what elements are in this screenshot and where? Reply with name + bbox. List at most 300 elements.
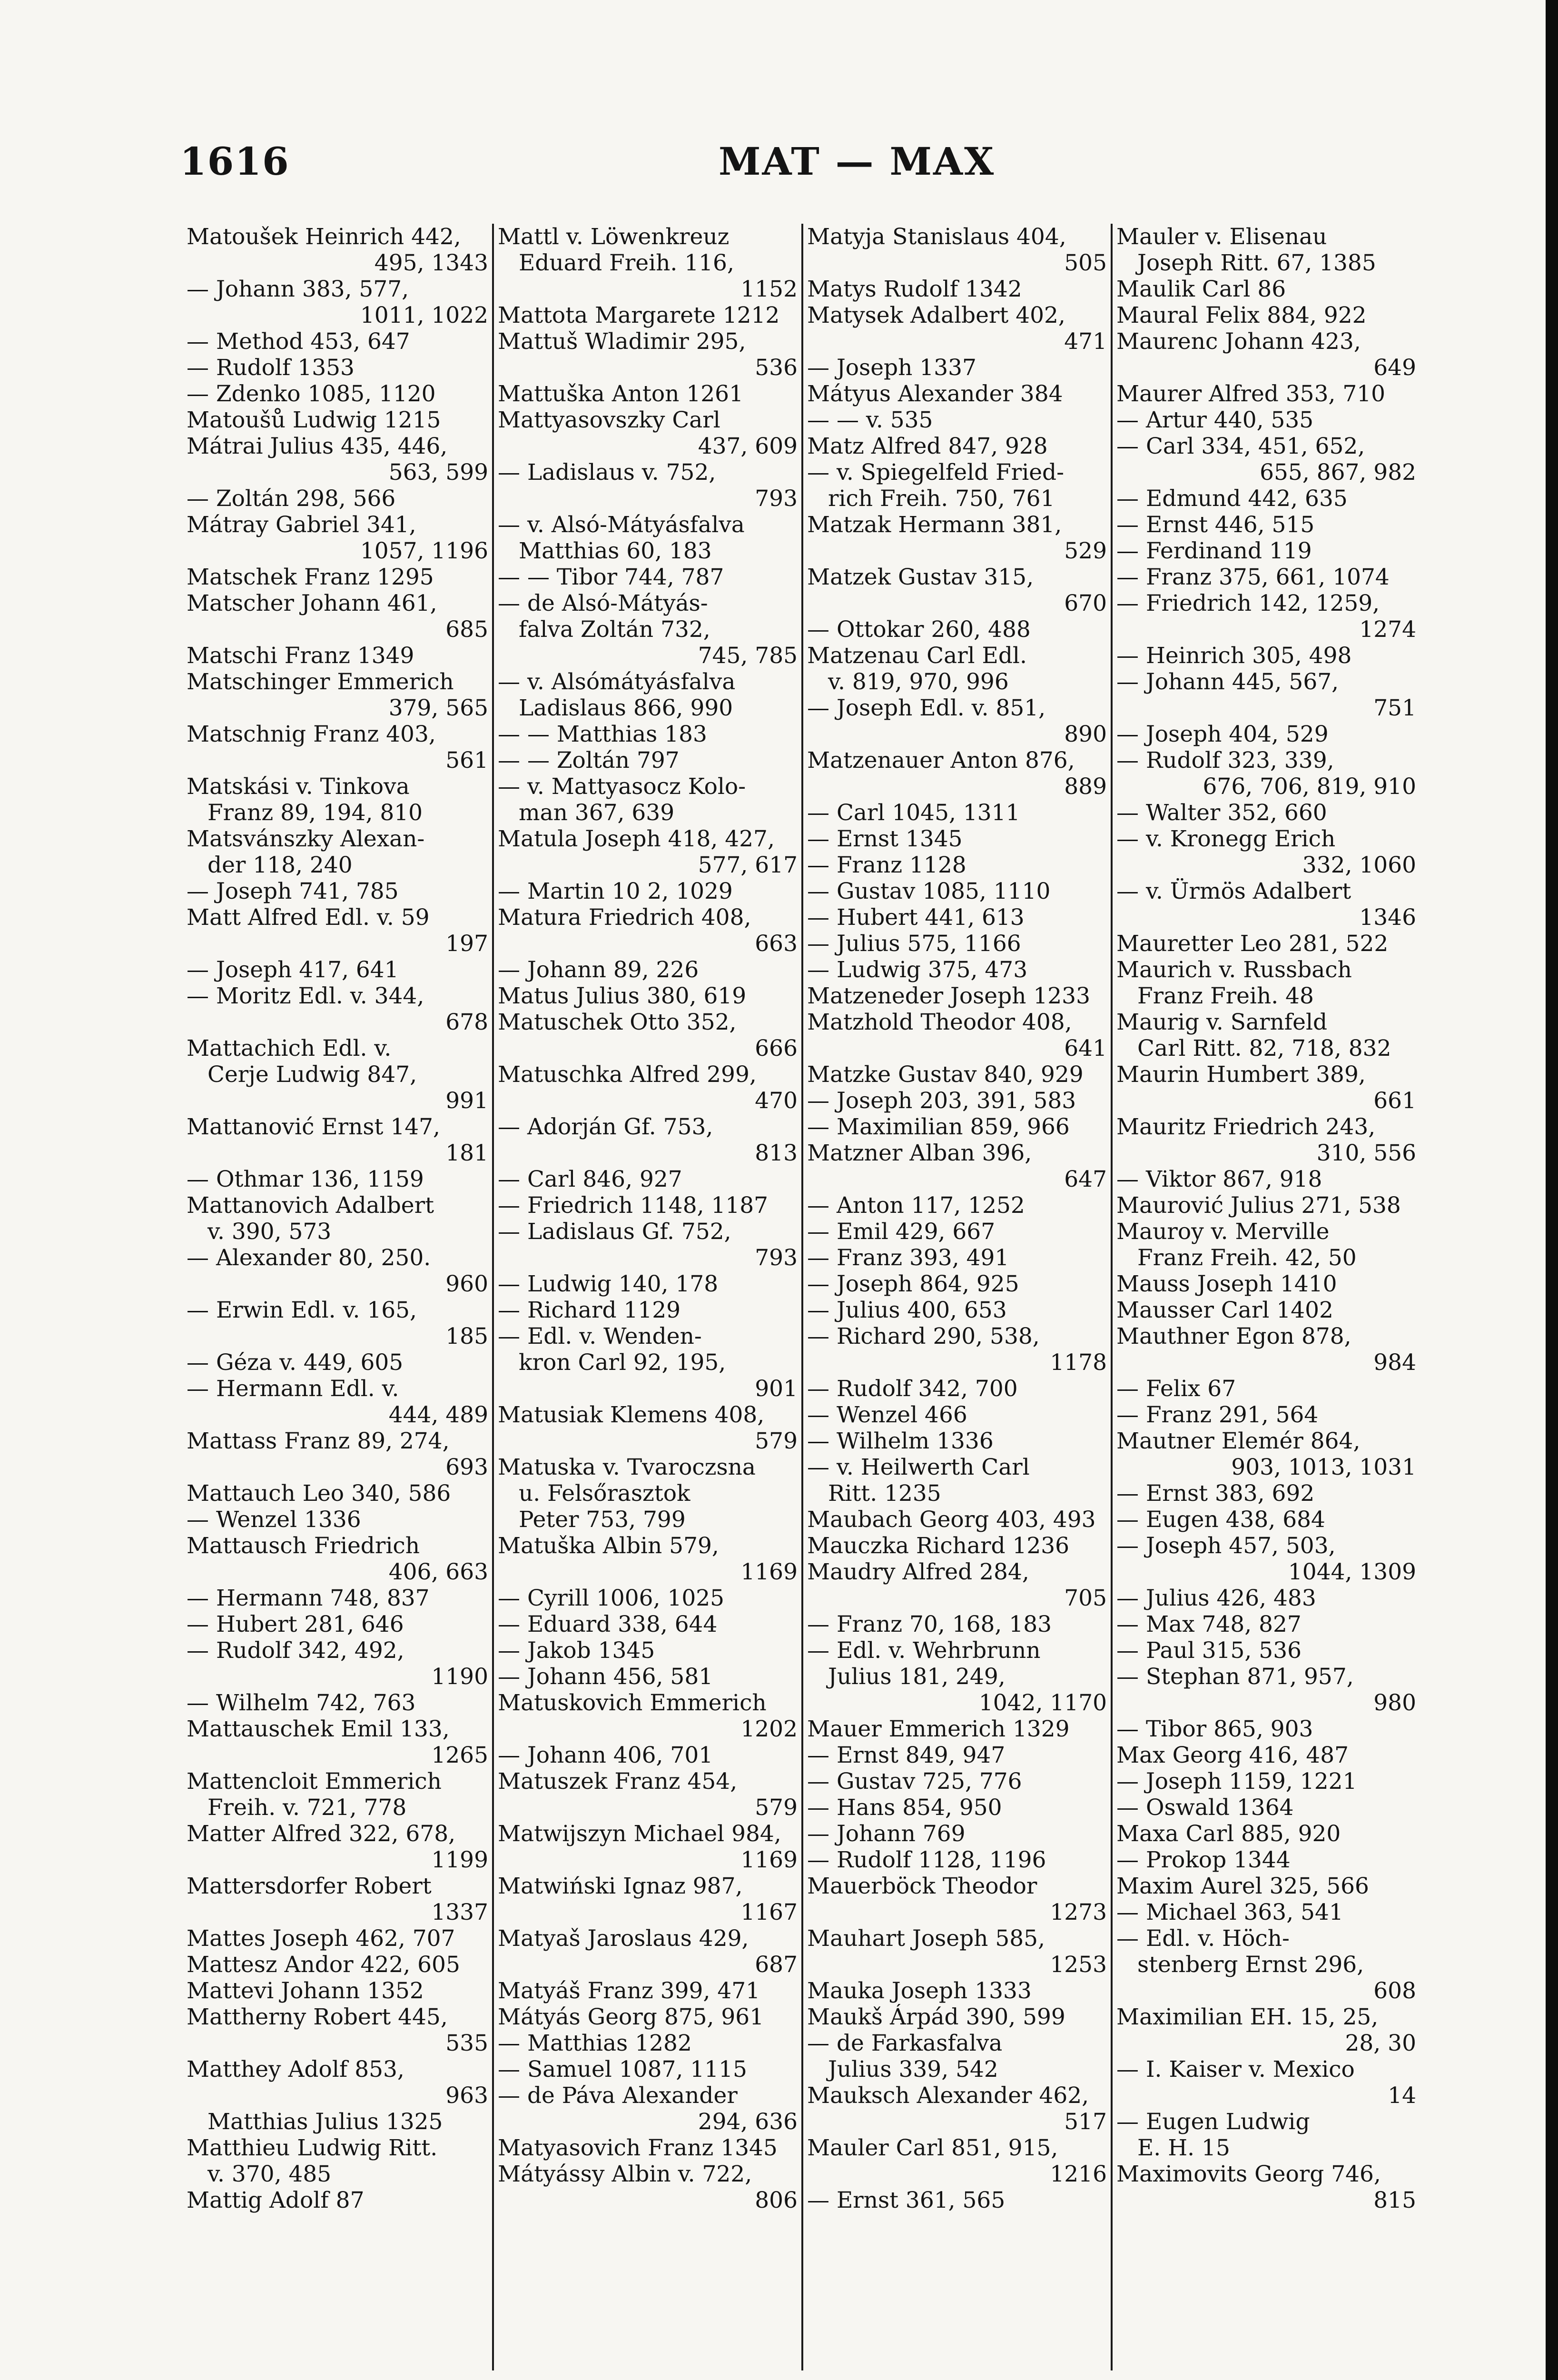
- index-entry: — v. Kronegg Erich: [1116, 826, 1336, 852]
- index-entry: 815: [1373, 2187, 1416, 2213]
- index-entry: — Hubert 281, 646: [187, 1611, 404, 1637]
- index-entry: — Hans 854, 950: [807, 1795, 1002, 1821]
- index-entry: Matscher Johann 461,: [187, 590, 437, 616]
- index-entry: — Othmar 136, 1159: [187, 1166, 424, 1192]
- index-entry: Matschek Franz 1295: [187, 564, 434, 590]
- index-entry: 641: [1064, 1035, 1107, 1061]
- index-entry: Maurer Alfred 353, 710: [1116, 381, 1386, 407]
- index-entry: — Carl 334, 451, 652,: [1116, 433, 1365, 459]
- index-entry: Mattesz Andor 422, 605: [187, 1952, 460, 1978]
- index-entry: — Joseph 417, 641: [187, 957, 399, 983]
- index-entry: Matschi Franz 1349: [187, 643, 414, 669]
- index-entry: 1199: [431, 1847, 488, 1873]
- index-entry: — Prokop 1344: [1116, 1847, 1291, 1873]
- index-entry: 1346: [1359, 904, 1416, 931]
- index-entry: 655, 867, 982: [1260, 459, 1416, 486]
- index-entry: — Wenzel 466: [807, 1402, 967, 1428]
- index-entry: — Joseph 864, 925: [807, 1271, 1019, 1297]
- index-entry: Matyja Stanislaus 404,: [807, 224, 1066, 250]
- index-entry: Matwiński Ignaz 987,: [498, 1873, 743, 1899]
- index-entry: — Joseph 404, 529: [1116, 721, 1329, 747]
- index-entry: 1169: [740, 1847, 798, 1873]
- index-entry: Matthieu Ludwig Ritt.: [187, 2135, 438, 2161]
- index-entry: Matuskovich Emmerich: [498, 1690, 767, 1716]
- index-entry: Matthey Adolf 853,: [187, 2056, 404, 2082]
- index-entry: 379, 565: [388, 695, 488, 721]
- index-entry: rich Freih. 750, 761: [828, 486, 1055, 512]
- index-entry: — Johann 89, 226: [498, 957, 699, 983]
- index-entry: Mauretter Leo 281, 522: [1116, 931, 1389, 957]
- index-entry: 579: [755, 1795, 798, 1821]
- index-entry: Maulik Carl 86: [1116, 276, 1286, 302]
- index-entry: — Tibor 865, 903: [1116, 1716, 1313, 1742]
- index-entry: 980: [1373, 1690, 1416, 1716]
- index-entry: Mattass Franz 89, 274,: [187, 1428, 450, 1454]
- index-entry: 1253: [1050, 1952, 1107, 1978]
- index-entry: — Rudolf 323, 339,: [1116, 747, 1334, 774]
- index-entry: — Eugen 438, 684: [1116, 1507, 1325, 1533]
- index-entry: Matschinger Emmerich: [187, 669, 454, 695]
- index-entry: — Julius 426, 483: [1116, 1585, 1316, 1611]
- index-entry: Mattl v. Löwenkreuz: [498, 224, 730, 250]
- index-entry: Mattherny Robert 445,: [187, 2004, 448, 2030]
- index-entry: — Ernst 383, 692: [1116, 1480, 1315, 1507]
- index-entry: Maukš Árpád 390, 599: [807, 2004, 1065, 2030]
- index-entry: Matoušek Heinrich 442,: [187, 224, 461, 250]
- index-entry: 1167: [740, 1899, 798, 1925]
- index-entry: — — Zoltán 797: [498, 747, 680, 774]
- index-entry: — Michael 363, 541: [1116, 1899, 1343, 1925]
- index-entry: — Ludwig 140, 178: [498, 1271, 719, 1297]
- index-entry: — Wenzel 1336: [187, 1507, 361, 1533]
- index-entry: — Ladislaus Gf. 752,: [498, 1219, 731, 1245]
- index-entry: — Johann 383, 577,: [187, 276, 409, 302]
- index-entry: Mattuš Wladimir 295,: [498, 328, 746, 355]
- index-entry: — Johann 769: [807, 1821, 966, 1847]
- index-entry: der 118, 240: [207, 852, 353, 878]
- index-entry: 1178: [1050, 1349, 1107, 1376]
- index-entry: 991: [445, 1088, 488, 1114]
- index-entry: 678: [445, 1009, 488, 1035]
- index-entry: 745, 785: [698, 643, 798, 669]
- index-entry: Maudry Alfred 284,: [807, 1559, 1029, 1585]
- index-entry: — Stephan 871, 957,: [1116, 1664, 1354, 1690]
- running-head: MAT — MAX: [719, 139, 996, 184]
- index-entry: 1152: [740, 276, 798, 302]
- index-entry: Matzeneder Joseph 1233: [807, 983, 1090, 1009]
- index-entry: 181: [445, 1140, 488, 1166]
- index-entry: Maural Felix 884, 922: [1116, 302, 1367, 328]
- index-entry: Franz Freih. 48: [1137, 983, 1314, 1009]
- index-entry: 670: [1064, 590, 1107, 616]
- page-number: 1616: [180, 139, 290, 184]
- index-entry: — — Matthias 183: [498, 721, 707, 747]
- index-entry: — Moritz Edl. v. 344,: [187, 983, 424, 1009]
- index-entry: Peter 753, 799: [519, 1507, 686, 1533]
- index-entry: — Zoltán 298, 566: [187, 486, 396, 512]
- index-entry: — de Páva Alexander: [498, 2082, 738, 2109]
- index-entry: — Gustav 1085, 1110: [807, 878, 1051, 904]
- index-entry: 663: [755, 931, 798, 957]
- index-entry: — Carl 846, 927: [498, 1166, 682, 1192]
- index-entry: Mattanovich Adalbert: [187, 1192, 434, 1219]
- index-entry: 197: [445, 931, 488, 957]
- index-entry: Mattyasovszky Carl: [498, 407, 720, 433]
- index-entry: — Franz 70, 168, 183: [807, 1611, 1052, 1637]
- index-entry: — v. Ürmös Adalbert: [1116, 878, 1351, 904]
- index-column-4: [1111, 224, 1420, 2370]
- index-entry: 901: [755, 1376, 798, 1402]
- index-entry: — v. Heilwerth Carl: [807, 1454, 1030, 1480]
- index-entry: — Emil 429, 667: [807, 1219, 996, 1245]
- index-entry: Matyaš Jaroslaus 429,: [498, 1925, 749, 1952]
- index-entry: — Method 453, 647: [187, 328, 410, 355]
- index-entry: 471: [1064, 328, 1107, 355]
- index-entry: 751: [1373, 695, 1416, 721]
- index-entry: — Hubert 441, 613: [807, 904, 1025, 931]
- index-entry: — Franz 375, 661, 1074: [1116, 564, 1390, 590]
- index-entry: 310, 556: [1316, 1140, 1416, 1166]
- index-entry: — Ernst 446, 515: [1116, 512, 1315, 538]
- index-entry: 1265: [431, 1742, 488, 1768]
- index-entry: Matura Friedrich 408,: [498, 904, 751, 931]
- index-entry: Mátyás Georg 875, 961: [498, 2004, 764, 2030]
- index-entry: u. Felsőrasztok: [519, 1480, 690, 1507]
- index-entry: Mauler v. Elisenau: [1116, 224, 1327, 250]
- index-entry: Maurenc Johann 423,: [1116, 328, 1361, 355]
- index-entry: — Hermann Edl. v.: [187, 1376, 399, 1402]
- index-entry: Matus Julius 380, 619: [498, 983, 747, 1009]
- index-entry: — — v. 535: [807, 407, 933, 433]
- index-entry: 1044, 1309: [1288, 1559, 1416, 1585]
- index-entry: — Anton 117, 1252: [807, 1192, 1025, 1219]
- index-entry: 495, 1343: [374, 250, 488, 276]
- index-entry: — Franz 291, 564: [1116, 1402, 1319, 1428]
- index-entry: Mattauschek Emil 133,: [187, 1716, 450, 1742]
- index-entry: — Ottokar 260, 488: [807, 616, 1031, 643]
- index-entry: Joseph Ritt. 67, 1385: [1137, 250, 1376, 276]
- index-entry: Maurig v. Sarnfeld: [1116, 1009, 1328, 1035]
- index-entry: 1337: [431, 1899, 488, 1925]
- index-entry: — Alexander 80, 250.: [187, 1245, 431, 1271]
- index-entry: — Hermann 748, 837: [187, 1585, 430, 1611]
- index-entry: — Rudolf 1128, 1196: [807, 1847, 1046, 1873]
- index-entry: — Samuel 1087, 1115: [498, 2056, 747, 2082]
- index-entry: — Heinrich 305, 498: [1116, 643, 1352, 669]
- index-entry: Mattota Margarete 1212: [498, 302, 780, 328]
- index-entry: 332, 1060: [1302, 852, 1416, 878]
- index-entry: Julius 339, 542: [828, 2056, 998, 2082]
- index-entry: — Martin 10 2, 1029: [498, 878, 733, 904]
- index-entry: — Maximilian 859, 966: [807, 1114, 1070, 1140]
- index-entry: 505: [1064, 250, 1107, 276]
- index-entry: 535: [445, 2030, 488, 2056]
- index-entry: Mauka Joseph 1333: [807, 1978, 1032, 2004]
- index-entry: 437, 609: [698, 433, 798, 459]
- index-entry: Mattencloit Emmerich: [187, 1768, 442, 1795]
- index-entry: — Eduard 338, 644: [498, 1611, 718, 1637]
- index-entry: — Ernst 361, 565: [807, 2187, 1006, 2213]
- index-entry: 185: [445, 1323, 488, 1349]
- index-entry: Mauthner Egon 878,: [1116, 1323, 1351, 1349]
- index-entry: Mátyus Alexander 384: [807, 381, 1063, 407]
- index-entry: 685: [445, 616, 488, 643]
- index-entry: man 367, 639: [519, 800, 675, 826]
- index-entry: 1190: [431, 1664, 488, 1690]
- index-entry: 1216: [1050, 2161, 1107, 2187]
- index-entry: — Joseph 741, 785: [187, 878, 399, 904]
- index-entry: 813: [755, 1140, 798, 1166]
- index-entry: Ladislaus 866, 990: [519, 695, 733, 721]
- index-entry: 666: [755, 1035, 798, 1061]
- index-entry: Matuska v. Tvaroczsna: [498, 1454, 756, 1480]
- index-entry: Matzner Alban 396,: [807, 1140, 1032, 1166]
- index-entry: Maurin Humbert 389,: [1116, 1061, 1366, 1088]
- index-entry: — Adorján Gf. 753,: [498, 1114, 713, 1140]
- index-entry: v. 390, 573: [207, 1219, 332, 1245]
- index-entry: Matthias 60, 183: [519, 538, 712, 564]
- index-entry: Mattersdorfer Robert: [187, 1873, 432, 1899]
- index-entry: Mausser Carl 1402: [1116, 1297, 1333, 1323]
- index-entry: 687: [755, 1952, 798, 1978]
- index-column-3: [801, 224, 1111, 2370]
- index-entry: Mátrai Julius 435, 446,: [187, 433, 448, 459]
- index-entry: 693: [445, 1454, 488, 1480]
- index-entry: Matzhold Theodor 408,: [807, 1009, 1072, 1035]
- index-entry: — Ladislaus v. 752,: [498, 459, 716, 486]
- index-entry: 1273: [1050, 1899, 1107, 1925]
- index-entry: Matuschek Otto 352,: [498, 1009, 737, 1035]
- index-entry: Matsvánszky Alexan-: [187, 826, 425, 852]
- index-entry: — Joseph 457, 503,: [1116, 1533, 1336, 1559]
- index-entry: Franz Freih. 42, 50: [1137, 1245, 1357, 1271]
- index-entry: 1057, 1196: [360, 538, 488, 564]
- index-entry: Matzek Gustav 315,: [807, 564, 1034, 590]
- index-entry: — Wilhelm 1336: [807, 1428, 994, 1454]
- index-entry: — Edl. v. Höch-: [1116, 1925, 1290, 1952]
- index-entry: Maurović Julius 271, 538: [1116, 1192, 1401, 1219]
- index-column-1: [183, 224, 492, 2370]
- index-entry: Mattuška Anton 1261: [498, 381, 743, 407]
- index-entry: Maxim Aurel 325, 566: [1116, 1873, 1369, 1899]
- index-entry: 647: [1064, 1166, 1107, 1192]
- index-entry: Mauerböck Theodor: [807, 1873, 1037, 1899]
- index-entry: — Edl. v. Wehrbrunn: [807, 1637, 1041, 1664]
- index-entry: Matusiak Klemens 408,: [498, 1402, 765, 1428]
- index-entry: 1274: [1359, 616, 1416, 643]
- index-entry: Mattevi Johann 1352: [187, 1978, 424, 2004]
- index-entry: Matthias Julius 1325: [207, 2109, 443, 2135]
- index-entry: Cerje Ludwig 847,: [207, 1061, 417, 1088]
- index-entry: 793: [755, 486, 798, 512]
- index-entry: — — Tibor 744, 787: [498, 564, 724, 590]
- index-entry: Mauhart Joseph 585,: [807, 1925, 1045, 1952]
- index-entry: Freih. v. 721, 778: [207, 1795, 407, 1821]
- index-entry: Mátyássy Albin v. 722,: [498, 2161, 752, 2187]
- index-entry: Matys Rudolf 1342: [807, 276, 1022, 302]
- index-entry: 14: [1388, 2082, 1416, 2109]
- index-entry: Mauksch Alexander 462,: [807, 2082, 1089, 2109]
- index-entry: Maximilian EH. 15, 25,: [1116, 2004, 1379, 2030]
- index-entry: Mattig Adolf 87: [187, 2187, 365, 2213]
- index-entry: 529: [1064, 538, 1107, 564]
- index-entry: — de Farkasfalva: [807, 2030, 1003, 2056]
- index-entry: 676, 706, 819, 910: [1203, 774, 1416, 800]
- index-entry: — Franz 393, 491: [807, 1245, 1009, 1271]
- index-entry: Matskási v. Tinkova: [187, 774, 410, 800]
- index-entry: — v. Alsómátyásfalva: [498, 669, 736, 695]
- index-entry: — Walter 352, 660: [1116, 800, 1327, 826]
- index-entry: 406, 663: [388, 1559, 488, 1585]
- index-entry: — Géza v. 449, 605: [187, 1349, 404, 1376]
- index-entry: Eduard Freih. 116,: [519, 250, 734, 276]
- index-entry: falva Zoltán 732,: [519, 616, 710, 643]
- index-entry: — Eugen Ludwig: [1116, 2109, 1310, 2135]
- index-entry: 889: [1064, 774, 1107, 800]
- index-entry: Maximovits Georg 746,: [1116, 2161, 1381, 2187]
- index-entry: — de Alsó-Mátyás-: [498, 590, 708, 616]
- index-entry: 903, 1013, 1031: [1231, 1454, 1416, 1480]
- index-entry: — Zdenko 1085, 1120: [187, 381, 436, 407]
- index-entry: 984: [1373, 1349, 1416, 1376]
- index-entry: — Friedrich 142, 1259,: [1116, 590, 1380, 616]
- index-entry: — Max 748, 827: [1116, 1611, 1302, 1637]
- index-entry: — Edl. v. Wenden-: [498, 1323, 702, 1349]
- index-column-2: [492, 224, 801, 2370]
- index-entry: — Julius 575, 1166: [807, 931, 1021, 957]
- index-entry: 890: [1064, 721, 1107, 747]
- index-entry: — Oswald 1364: [1116, 1795, 1294, 1821]
- index-entry: Matysek Adalbert 402,: [807, 302, 1065, 328]
- index-entry: 661: [1373, 1088, 1416, 1114]
- index-entry: Maurich v. Russbach: [1116, 957, 1352, 983]
- index-entry: 470: [755, 1088, 798, 1114]
- index-entry: Franz 89, 194, 810: [207, 800, 423, 826]
- index-entry: 1202: [740, 1716, 798, 1742]
- index-entry: Ritt. 1235: [828, 1480, 941, 1507]
- index-entry: Matz Alfred 847, 928: [807, 433, 1048, 459]
- index-entry: — Erwin Edl. v. 165,: [187, 1297, 417, 1323]
- index-entry: Matter Alfred 322, 678,: [187, 1821, 456, 1847]
- index-entry: Matzke Gustav 840, 929: [807, 1061, 1084, 1088]
- index-entry: Matuška Albin 579,: [498, 1533, 719, 1559]
- index-entry: — Friedrich 1148, 1187: [498, 1192, 769, 1219]
- index-entry: 563, 599: [388, 459, 488, 486]
- index-entry: — Julius 400, 653: [807, 1297, 1007, 1323]
- index-entry: Mauler Carl 851, 915,: [807, 2135, 1058, 2161]
- index-entry: 294, 636: [698, 2109, 798, 2135]
- index-entry: — Johann 406, 701: [498, 1742, 713, 1768]
- index-entry: — Rudolf 342, 492,: [187, 1637, 404, 1664]
- index-entry: — Gustav 725, 776: [807, 1768, 1022, 1795]
- page-edge: [1546, 0, 1558, 2380]
- index-entry: — Johann 456, 581: [498, 1664, 713, 1690]
- index-entry: 561: [445, 747, 488, 774]
- index-entry: Carl Ritt. 82, 718, 832: [1137, 1035, 1391, 1061]
- index-entry: 963: [445, 2082, 488, 2109]
- index-entry: — Joseph Edl. v. 851,: [807, 695, 1046, 721]
- index-entry: — Ernst 1345: [807, 826, 963, 852]
- index-entry: Mauczka Richard 1236: [807, 1533, 1070, 1559]
- index-entry: — Ferdinand 119: [1116, 538, 1312, 564]
- index-entry: — Joseph 1337: [807, 355, 976, 381]
- index-entry: — Felix 67: [1116, 1376, 1236, 1402]
- index-entry: — Ernst 849, 947: [807, 1742, 1006, 1768]
- index-entry: 1042, 1170: [978, 1690, 1107, 1716]
- index-entry: Mattausch Friedrich: [187, 1533, 420, 1559]
- index-entry: 577, 617: [698, 852, 798, 878]
- index-entry: Matyáš Franz 399, 471: [498, 1978, 760, 2004]
- index-entry: Matzenau Carl Edl.: [807, 643, 1027, 669]
- index-entry: — Carl 1045, 1311: [807, 800, 1020, 826]
- index-entry: Mattachich Edl. v.: [187, 1035, 392, 1061]
- index-entry: Matzenauer Anton 876,: [807, 747, 1075, 774]
- index-entry: — Artur 440, 535: [1116, 407, 1314, 433]
- index-entry: 536: [755, 355, 798, 381]
- index-entry: — I. Kaiser v. Mexico: [1116, 2056, 1355, 2082]
- index-entry: 579: [755, 1428, 798, 1454]
- index-entry: Mautner Elemér 864,: [1116, 1428, 1361, 1454]
- index-entry: Julius 181, 249,: [828, 1664, 1006, 1690]
- index-entry: Mattes Joseph 462, 707: [187, 1925, 455, 1952]
- index-entry: Matt Alfred Edl. v. 59: [187, 904, 430, 931]
- index-entry: Mattauch Leo 340, 586: [187, 1480, 451, 1507]
- index-entry: Matoušů Ludwig 1215: [187, 407, 441, 433]
- index-entry: 1011, 1022: [360, 302, 488, 328]
- index-entry: — Jakob 1345: [498, 1637, 655, 1664]
- index-entry: Maubach Georg 403, 493: [807, 1507, 1096, 1533]
- index-entry: 444, 489: [388, 1402, 488, 1428]
- index-entry: 806: [755, 2187, 798, 2213]
- index-entry: Maxa Carl 885, 920: [1116, 1821, 1341, 1847]
- index-entry: — Rudolf 342, 700: [807, 1376, 1018, 1402]
- index-entry: — v. Alsó-Mátyásfalva: [498, 512, 745, 538]
- index-entry: Mauroy v. Merville: [1116, 1219, 1330, 1245]
- index-entry: kron Carl 92, 195,: [519, 1349, 726, 1376]
- index-entry: Matuszek Franz 454,: [498, 1768, 738, 1795]
- index-entry: — Richard 290, 538,: [807, 1323, 1040, 1349]
- index-entry: — Ludwig 375, 473: [807, 957, 1028, 983]
- index-entry: — Johann 445, 567,: [1116, 669, 1339, 695]
- index-entry: Matzak Hermann 381,: [807, 512, 1062, 538]
- index-entry: stenberg Ernst 296,: [1137, 1952, 1364, 1978]
- index-entry: Mauritz Friedrich 243,: [1116, 1114, 1376, 1140]
- index-entry: — Cyrill 1006, 1025: [498, 1585, 725, 1611]
- index-entry: — Wilhelm 742, 763: [187, 1690, 416, 1716]
- index-entry: Matyasovich Franz 1345: [498, 2135, 778, 2161]
- index-entry: Matula Joseph 418, 427,: [498, 826, 775, 852]
- index-entry: — v. Mattyasocz Kolo-: [498, 774, 746, 800]
- index-entry: v. 819, 970, 996: [828, 669, 1009, 695]
- index-entry: — Viktor 867, 918: [1116, 1166, 1322, 1192]
- index-entry: — Rudolf 1353: [187, 355, 355, 381]
- index-entry: — v. Spiegelfeld Fried-: [807, 459, 1065, 486]
- index-entry: Mauer Emmerich 1329: [807, 1716, 1070, 1742]
- index-entry: 28, 30: [1345, 2030, 1416, 2056]
- index-entry: 649: [1373, 355, 1416, 381]
- index-entry: 608: [1373, 1978, 1416, 2004]
- index-entry: Matschnig Franz 403,: [187, 721, 436, 747]
- index-entry: — Joseph 1159, 1221: [1116, 1768, 1357, 1795]
- index-entry: Matwijszyn Michael 984,: [498, 1821, 781, 1847]
- index-columns: [183, 224, 1444, 2370]
- index-entry: E. H. 15: [1137, 2135, 1230, 2161]
- index-entry: — Edmund 442, 635: [1116, 486, 1348, 512]
- index-entry: Mattanović Ernst 147,: [187, 1114, 440, 1140]
- index-entry: — Richard 1129: [498, 1297, 681, 1323]
- index-entry: — Franz 1128: [807, 852, 966, 878]
- index-entry: — Matthias 1282: [498, 2030, 692, 2056]
